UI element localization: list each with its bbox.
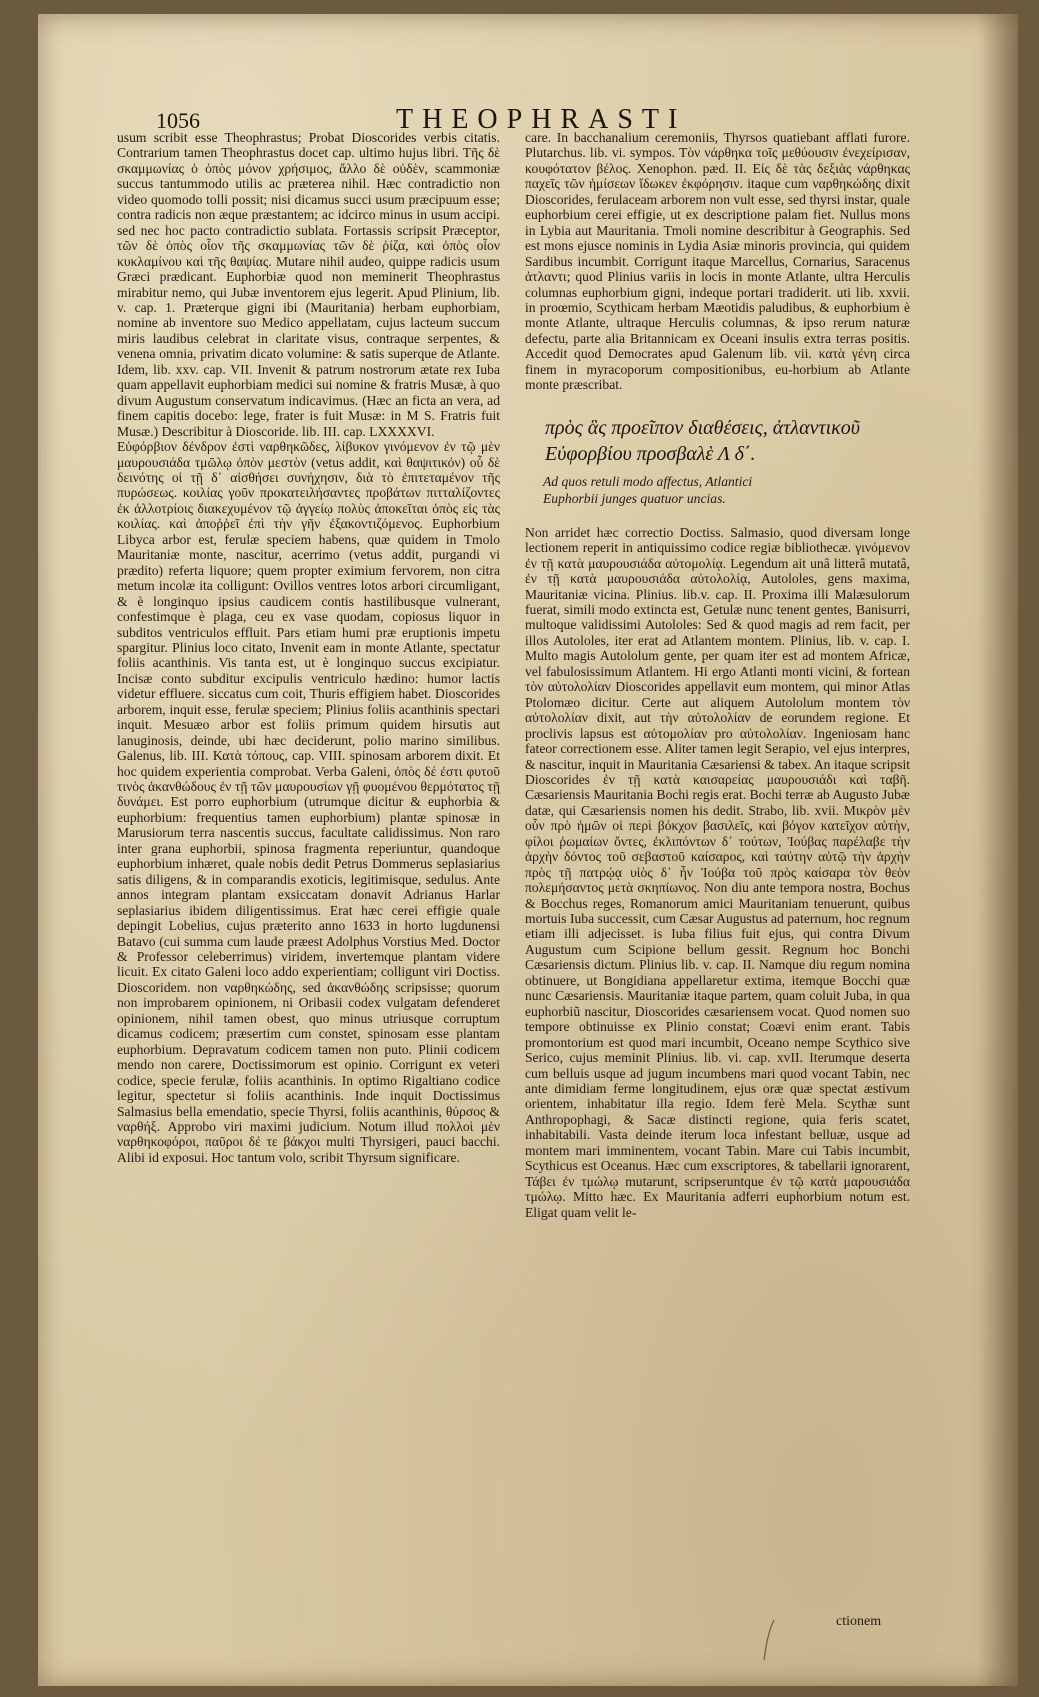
page-number: 1056 [156,108,200,133]
pencil-mark-icon [760,1618,780,1662]
latin-translation [543,473,910,507]
right-paragraph-bottom: Non arridet hæc correctio Doctiss. Salmasio, quod diversam longe lectionem reperit in antiquissimo codice regiæ bibliothecæ. γινόμενον ἐν τῇ κατὰ μαυρουσιάδα αὐτομολίᾳ. Legendum ait unâ litterâ mutatâ, ἐν τῇ κατὰ μαυρουσιάδα αὐτολολίᾳ, Autololes, gens maxima, Mauritaniæ vicina. Plinius. lib.v. cap. II. Proxima illi Malæsulorum fuerat, simili modo extincta est, Getulæ nunc tenent gentes, Banisurri, multoque validissimi Autololes: Sed & quod magis ad rem facit, per illos Autololes, iter erat ad Atlantem montem. Plinius, lib. v. cap. I. Multo magis Autololum gente, per quam iter est ad montem Africæ, vel fabulosissimum Atlantem. Hi ergo Atlanti monti vicini, & fortean τὸν αὐτολολίαν Dioscorides appellavit eum montem, qui minor Atlas Ptolomæo dicitur. Certe aut aliquem Autololum montem τὸν αὐτολολίαν dixit, aut τὴν αὐτολολίαν de eorundem regione. Et proclivis lapsus est αὐτομολίαν pro αὐτολολίαν. Ingeniosam hanc fateor correctionem esse. Aliter tamen legit Serapio, vel ejus interpres, & nascitur, inquit in Mauritania Cæsariensi & tabex. An itaque scripsit Dioscorides ἐν τῇ κατὰ καισαρείας μαυρουσιάδι καὶ ταβῆ. Cæsariensis Mauritania Bochi regis erat. Bochi terræ ab Augusto Jubæ datæ, qui Cæsariensis nomen his dedit. Strabo, lib. xvii. Μικρὸν μὲν οὖν πρὸ ἡμῶν οἱ περὶ βόκχον βασιλεῖς, καὶ βόγον κατεῖχον αὐτὴν, φίλοι ῥωμαίων ὄντες, ἐκλιπόντων δ᾽ τούτων, Ἰούβας παρέλαβε τὴν ἀρχὴν δόντος τοῦ σεβαστοῦ καίσαρος, καὶ ταύτην αὐτῷ τὴν ἀρχὴν πρὸς τῇ πατρῴᾳ υἱὸς δ᾽ ἦν Ἰούβα τοῦ πρὸς καίσαρα τὸν θεὸν πολεμήσαντος μετὰ σκηπίωνος. Non diu ante tempora nostra, Bochus & Bocchus reges, Romanorum amici Mauritaniam tenuerunt, quibus mortuis Iuba successit, cum Cæsar Augustus ad paternum, hoc regnum etiam illi adjecisset. is Iuba filius fuit ejus, qui contra Divum Augustum cum Scipione bellum gessit. Regnum hoc Bonchi Cæsariensis dictum. Plinius lib. v. cap. II. Namque diu regum nomina obtinuere, ut Bongidiana appellaretur extima, itemque Bocchi quæ nunc Cæsariensis. Mauritaniæ itaque partem, quam coluit Juba, in qua euphorbiũ nascitur, Dioscorides cæsariensem vocat. Quod nomen suo tempore obtinuisse ex Plinio constat; Coævi enim erant. Tabis promontorium est quod mari incumbit, Oceano nempe Scythico sive Serico, cujus meminit Plinius. lib. vi. cap. xvII. Iterumque deserta cum belluis usque ad jugum incumbens mari quod vocant Tabin, nec ante dimidiam ferme longitudinem, ejus oræ quæ spectat æstivum orientem, inhabitatur illa regio. Idem ferè Mela. Scythæ sunt Anthropophagi, & Sacæ distincti regione, quia feris scatet, inhabitabili. Vasta deinde iterum loca infestant belluæ, usque ad montem mari imminentem, vocant Tabin. Mare cui Tabis incumbit, Scythicus est Oceanus. Hæc cum exscriptores, & tabellarii ignorarent, Τάβει ἐν τμώλῳ mutarunt, scripseruntque ἐν τῷ κατὰ μαρουσιάδα τμώλῳ. Mitto hæc. Ex Mauritania adferri euphorbium notum est. Eligat quam velit le- [525,524,910,1220]
latin-line: Euphorbii junges quatuor uncias. [543,490,726,506]
greek-line: Εὐφορβίου προσβαλὲ Λ δ΄. [545,442,756,465]
page-edge-shadow [978,14,1018,1686]
left-paragraph: usum scribit esse Theophrastus; Probat Dioscorides verbis citatis. Contrarium tamen Theophrastus docet cap. ultimo hujus libri. Τῆς δὲ σκαμμωνίας ὁ ὀπὸς μόνον χρήσιμος, ἄλλο δὲ οὐδὲν, scammoniæ succus tantummodo utilis ac præterea nihil. Hæc contradictio non video quomodo tolli possit; nisi dicamus succi usum præcipuum esse; contra radicis non æque præstantem; ac idcirco minus in usum accipi. sed nec hoc pacto contradictio sublata. Fortassis scripsit Præceptor, τῶν δὲ ὀπὸς οἷον τῆς σκαμμωνίας τῶν δὲ ῥίζα, καὶ ὀπὸς οἷον κυκλαμίνου καὶ τῆς θαψίας. Mutare nihil audeo, quippe radicis usum Græci prædicant. Euphorbiæ quod non meminerit Theophrastus mirabitur nemo, qui Jubæ inventorem ejus legerit. Apud Plinium, lib. v. cap. 1. Præterque gigni ibi (Mauritania) herbam euphorbiam, nomine ab inventore suo Medico appellatam, cujus lacteum succum miris laudibus celebrat in claritate visus, contraque serpentes, & venena omnia, privatim dicato volumine: & satis superque de Atlante. Idem, lib. xxv. cap. VII. Invenit & patrum nostrorum ætate rex Iuba quam appellavit euphorbiam medici sui nomine & fratris Musæ, à quo divum Augustum conservatum indicavimus. (Hæc an ficta an vera, ad finem capitis docebo: lege, frater is fuit Musæ: in M S. Fratris fuit Musæ.) Describitur à Dioscoride. lib. III. cap. LXXXXVI. [117,130,500,439]
latin-line: Ad quos retuli modo affectus, Atlantici [543,473,753,489]
left-paragraph: Εὐφόρβιον δένδρον ἐστὶ ναρθηκῶδες, λίβυκον γινόμενον ἐν τῷ μὲν μαυρουσιάδα τμῶλῳ ὀπὸν μεστὸν (vetus addit, καὶ θαψιτικόν) οὗ δὲ δεινότης οἱ τῇ δ᾽ αἰσθήσει συνήχησιν, διὰ τὸ ἐπιτεταμένον τῆς πυρώσεως. κοιλίας γοῦν προκατειλήσαντες προβάτων πιτταλίζοντες ἐκ ἀλλοτρίοις διακεχυμένον τῷ ἀγγείῳ πολὺς ἀποκεῖται ὁπὸς εἰς τὰς κοιλίας. καὶ ἀποῤῥεῖ ἐπὶ τὴν γῆν ἐξακοντιζόμενος. Euphorbium Libyca arbor est, ferulæ speciem habens, quæ quidem in Tmolo Mauritaniæ monte, nascitur, acerrimo (vetus addit, purgandi vi prædito) referta liquore; quem propter eximium fervorem, non citra metum incolæ ita colligunt: Ovillos ventres lotos arbori circumligant, & è longinquo ipsius caudicem contis hastilibusque vulnerant, confestimque è plaga, ceu ex vase quodam, copiosus liquor in subditos ventriculos effluit. Pars etiam humi præ eruptionis impetu spargitur. Plinius loco citato, Invenit eam in monte Atlante, spectatur foliis acanthinis. Vis tanta est, ut è longinquo succus excipiatur. Incisæ conto subditur excipulis ventriculo hædino: humor lactis videtur effluere. siccatus cum coit, Thuris effigiem habet. Dioscorides arborem, inquit esse, ferulæ speciem; Plinius foliis acanthinis spectari inquit. Mesuæo arbor est foliis primum quidem hirsutis aut lanuginosis, deinde, ubi hæc deciderunt, polio marino similibus. Galenus, lib. III. Κατὰ τόπους, cap. VIII. spinosam arborem dixit. Et hoc quidem experientia comprobat. Verba Galeni, ὀπὸς δέ ἐστι φυτοῦ τινὸς ἀκανθώδους ἐν τῇ τῶν μαυρουσίων γῇ φυομένου θερμότατος τῇ δυνάμει. Est porro euphorbium (utrumque dicitur & euphorbia & euphorbium: frequentius tamen euphorbium) plantæ spinosæ in Marusiorum terra nascentis succus, facultate calidissimus. Non raro inter grana euphorbii, spinosa fragmenta reperiuntur, quandoque euphorbium inhæret, quale nobis dedit Petrus Dommerus seplasiarius satis diligens, & in comparandis exoticis, legitimisque, sedulus. Ante annos integram plantam exsiccatam donavit Adrianus Harlar seplasiarius ibidem diligentissimus. Erat hæc cerei effigie quale depingit Lobelius, cujus præterito anno 1633 in horto lugdunensi Batavo (cui summa cum laude præest Adolphus Vorstius Med. Doctor & Professor celeberrimus) viridem, invertemque plantam videre licuit. Ex citato Galeni loco addo experientiam; colligunt viri Doctiss. Dioscoridem. non ναρθηκώδης, sed ἀκανθώδης scripsisse; quorum non improbarem opinionem, ni Oribasii codex vulgatam defenderet opinionem, nihil tamen obest, quo minus utriusque corruptum dicamus codicem; præsertim cum constet, spinosam esse plantam euphorbium. Depravatum codicem tamen non puto. Plinii codicem mendo non carere, Doctissimorum est opinio. Corrigunt ex veteri codice, specie ferulæ, foliis acanthinis. In optimo Rigaltiano codice legitur, spectetur si foliis acanthinis. Inde inquit Doctissimus Salmasius bella emendatio, specie Thyrsi, foliis acanthinis, θύρσος & ναρθήξ. Approbo viri maximi judicium. Notum illud πολλοὶ μὲν ναρθηκοφόροι, παῦροι δέ τε βάκχοι multi Thyrsigeri, pauci bacchi. Alibi id exposui. Hoc tantum volo, scribit Thyrsum significare. [117,439,500,1165]
left-column [117,130,500,1165]
right-paragraph-top: care. In bacchanalium ceremoniis, Thyrsos quatiebant afflati furore. Plutarchus. lib. vi. sympos. Τὸν νάρθηκα τοῖς μεθύουσιν ἐνεχείρισαν, κουφότατον βέλος. Xenophon. pæd. II. Εἰς δὲ τὰς δεξιὰς νάρθηκας παχεῖς τῶν ἡμίσεων ἴδωκεν ἐκφόρησιν. itaque cum ναρθηκώδης dixit Dioscorides, ferulaceam arborem non vult esse, sed thyrsi instar, quale euphorbium cerei effigie, ut ex descriptione palam fiet. Nullus mons in Lybia aut Mauritania. Tmoli nomine describitur à Geographis. Sed est mons ejusce nominis in Lydia Asiæ minoris provincia, qui quidem Sardibus incumbit. Corrigunt itaque Marcellus, Cornarius, Saracenus ἀτλαντι; quod Plinius variis in locis in monte Atlante, ultra Herculis columnas euphorbium gigni, indeque portari tradiderit. uti lib. xxvii. in proœmio, Scythicam herbam Mæotidis paludibus, & euphorbium è monte Atlante, ultraque Herculis columnas, & ipso rerum naturæ defectu, parte alia Britannicam ex Oceani insulis extra terras positis. Accedit quod Democrates apud Galenum lib. vii. κατὰ γένη circa finem in myracoporum compositionibus, eu-horbium ab Atlante monte præscribat. [525,130,910,393]
greek-quotation [545,415,910,467]
right-column [525,130,910,1220]
running-title: THEOPHRASTI [396,104,687,135]
catchword: ctionem [836,1614,882,1629]
greek-line: πρὸς ἃς προεῖπον διαθέσεις, ἀτλαντικοῦ [545,416,860,439]
